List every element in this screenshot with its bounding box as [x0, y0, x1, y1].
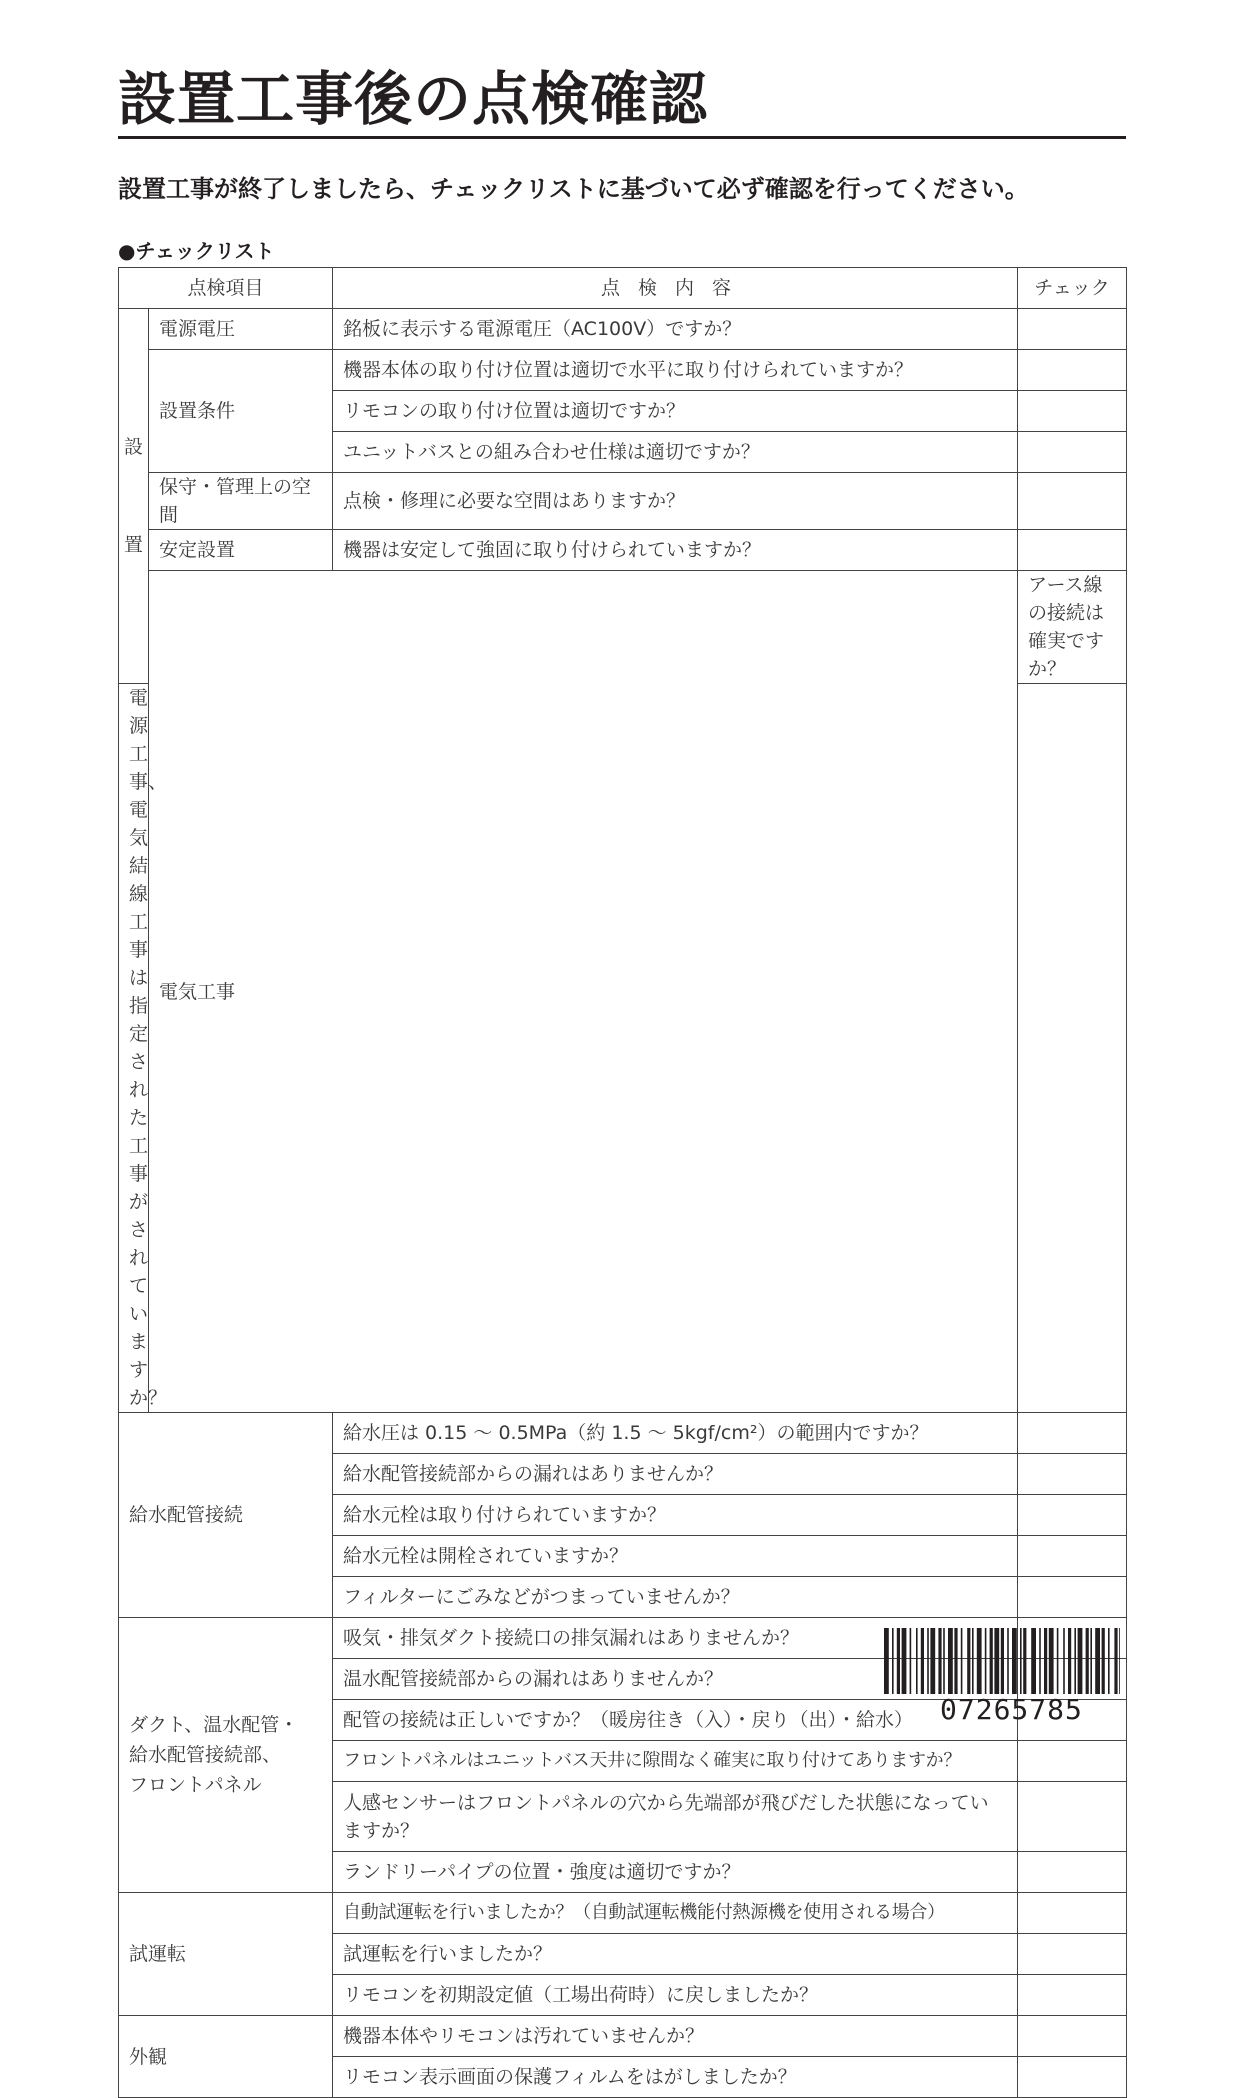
item-appearance: 外観 — [119, 2016, 333, 2098]
title-underline — [118, 136, 1126, 139]
item-trial-run: 試運転 — [119, 1893, 333, 2016]
duct-label-line-3: フロントパネル — [129, 1774, 262, 1796]
barcode-bar — [1057, 1628, 1059, 1694]
check-box[interactable] — [1018, 473, 1127, 530]
table-row — [119, 1413, 1127, 1454]
barcode-bar — [1119, 1628, 1120, 1694]
duct-label-line-1: ダクト、温水配管・ — [129, 1714, 299, 1736]
barcode-bar — [921, 1628, 924, 1694]
barcode-bar — [1044, 1628, 1047, 1694]
table-row — [119, 473, 1127, 530]
barcode-bar — [994, 1628, 999, 1694]
check-item: 機器本体の取り付け位置は適切で水平に取り付けられていますか？ — [333, 350, 1018, 391]
check-item: 人感センサーはフロントパネルの穴から先端部が飛びだした状態になっていますか？ — [333, 1782, 1018, 1852]
check-box[interactable] — [1018, 2057, 1127, 2098]
table-row — [119, 350, 1127, 391]
barcode-bar — [1068, 1628, 1071, 1694]
check-item: 配管の接続は正しいですか？（暖房往き（入）・戻り（出）・給水） — [333, 1700, 1018, 1741]
check-box[interactable] — [1018, 1495, 1127, 1536]
check-item: 点検・修理に必要な空間はありますか？ — [333, 473, 1018, 530]
barcode-bar — [1049, 1628, 1054, 1694]
barcode-bar — [892, 1628, 894, 1694]
header-item: 点検項目 — [119, 268, 333, 309]
item-installation-conditions: 設置条件 — [149, 350, 333, 473]
installation-vertical-label — [119, 309, 149, 684]
table-row — [119, 2016, 1127, 2057]
table-row — [119, 571, 1127, 684]
barcode-bar — [884, 1628, 889, 1694]
check-item: 給水圧は 0.15 ～ 0.5MPa（約 1.5 ～ 5kgf/cm²）の範囲内ですか？ — [333, 1413, 1018, 1454]
item-power-voltage: 電源電圧 — [149, 309, 333, 350]
check-item: ランドリーパイプの位置・強度は適切ですか？ — [333, 1852, 1018, 1893]
check-box[interactable] — [1018, 1536, 1127, 1577]
check-item: フロントパネルはユニットバス天井に隙間なく確実に取り付けてありますか？ — [333, 1741, 1018, 1782]
check-box[interactable] — [1018, 2016, 1127, 2057]
table-header-row — [119, 268, 1127, 309]
installation-label-bottom: 置 — [123, 534, 143, 556]
barcode-bar — [1063, 1628, 1065, 1694]
item-maintenance-space: 保守・管理上の空間 — [149, 473, 333, 530]
barcode-bar — [948, 1628, 953, 1694]
barcode-bar — [1001, 1628, 1004, 1694]
barcode-bar — [1023, 1628, 1026, 1694]
barcode-bar — [1114, 1628, 1117, 1694]
table-row — [119, 1893, 1127, 1934]
check-box[interactable] — [1018, 1934, 1127, 1975]
barcode-bar — [985, 1628, 987, 1694]
barcode-bar — [897, 1628, 900, 1694]
check-item: 給水元栓は開栓されていますか？ — [333, 1536, 1018, 1577]
barcode-bar — [943, 1628, 945, 1694]
page-title: 設置工事後の点検確認 — [118, 65, 709, 133]
check-box[interactable] — [1018, 1893, 1127, 1934]
checklist-table — [118, 267, 1127, 2098]
check-box[interactable] — [1018, 1852, 1127, 1893]
check-box[interactable] — [1018, 1413, 1127, 1454]
check-box[interactable] — [1018, 1454, 1127, 1495]
barcode-bar — [977, 1628, 982, 1694]
intro-text: 設置工事が終了しましたら、チェックリストに基づいて必ず確認を行ってください。 — [118, 175, 1029, 203]
barcode-bar — [938, 1628, 941, 1694]
check-box[interactable] — [1018, 1975, 1127, 2016]
barcode — [884, 1628, 1120, 1694]
barcode-bar — [961, 1628, 963, 1694]
check-item: ユニットバスとの組み合わせ仕様は適切ですか？ — [333, 432, 1018, 473]
barcode-bar — [1102, 1628, 1105, 1694]
barcode-bar — [930, 1628, 935, 1694]
barcode-bar — [1108, 1628, 1110, 1694]
barcode-bar — [1039, 1628, 1041, 1694]
barcode-bar — [1086, 1628, 1089, 1694]
barcode-bar — [1007, 1628, 1009, 1694]
check-box[interactable] — [1018, 1577, 1127, 1618]
item-stable-installation: 安定設置 — [149, 530, 333, 571]
barcode-bar — [916, 1628, 918, 1694]
check-box[interactable] — [1018, 1741, 1127, 1782]
check-item: 給水配管接続部からの漏れはありませんか？ — [333, 1454, 1018, 1495]
check-item: 給水元栓は取り付けられていますか？ — [333, 1495, 1018, 1536]
barcode-bar — [927, 1628, 929, 1694]
check-box[interactable] — [1018, 432, 1127, 473]
check-item: リモコン表示画面の保護フィルムをはがしましたか？ — [333, 2057, 1018, 2098]
barcode-bar — [990, 1628, 993, 1694]
item-water-supply: 給水配管接続 — [119, 1413, 333, 1618]
check-item: 吸気・排気ダクト接続口の排気漏れはありませんか？ — [333, 1618, 1018, 1659]
table-row — [119, 530, 1127, 571]
check-item: 温水配管接続部からの漏れはありませんか？ — [333, 1659, 1018, 1700]
header-check: チェック — [1018, 268, 1127, 309]
check-item: 試運転を行いましたか？ — [333, 1934, 1018, 1975]
barcode-bar — [1095, 1628, 1100, 1694]
barcode-bar — [910, 1628, 912, 1694]
check-box[interactable] — [1018, 391, 1127, 432]
check-box[interactable] — [1018, 1782, 1127, 1852]
check-box[interactable] — [1018, 684, 1127, 1413]
section-label: ●チェックリスト — [118, 239, 275, 263]
header-content: 点検内容 — [333, 268, 1018, 309]
barcode-bar — [1090, 1628, 1092, 1694]
check-item: 電源工事、電気結線工事は指定された工事がされていますか？ — [119, 684, 149, 1413]
check-item: 銘板に表示する電源電圧（AC100V）ですか？ — [333, 309, 1018, 350]
check-box[interactable] — [1018, 350, 1127, 391]
check-item: フィルターにごみなどがつまっていませんか？ — [333, 1577, 1018, 1618]
barcode-bar — [1031, 1628, 1036, 1694]
barcode-bar — [1020, 1628, 1022, 1694]
duct-label-line-2: 給水配管接続部、 — [129, 1744, 282, 1766]
check-box[interactable] — [1018, 309, 1127, 350]
barcode-bar — [1012, 1628, 1017, 1694]
check-item: アース線の接続は確実ですか？ — [1018, 571, 1127, 684]
check-item: 機器は安定して強固に取り付けられていますか？ — [333, 530, 1018, 571]
barcode-bar — [967, 1628, 970, 1694]
barcode-bar — [1074, 1628, 1076, 1694]
check-item: 自動試運転を行いましたか？（自動試運転機能付熱源機を使用される場合） — [333, 1893, 1018, 1934]
barcode-bar — [1078, 1628, 1083, 1694]
barcode-bar — [972, 1628, 974, 1694]
barcode-bar — [902, 1628, 907, 1694]
item-duct-piping — [119, 1618, 333, 1893]
installation-label-top: 設 — [123, 436, 143, 458]
table-row — [119, 309, 1127, 350]
check-item: リモコンを初期設定値（工場出荷時）に戻しましたか？ — [333, 1975, 1018, 2016]
item-electrical: 電気工事 — [149, 571, 1018, 1413]
check-item: 機器本体やリモコンは汚れていませんか？ — [333, 2016, 1018, 2057]
check-item: リモコンの取り付け位置は適切ですか？ — [333, 391, 1018, 432]
check-box[interactable] — [1018, 530, 1127, 571]
barcode-number: 07265785 — [940, 1693, 1083, 1726]
barcode-bar — [954, 1628, 957, 1694]
